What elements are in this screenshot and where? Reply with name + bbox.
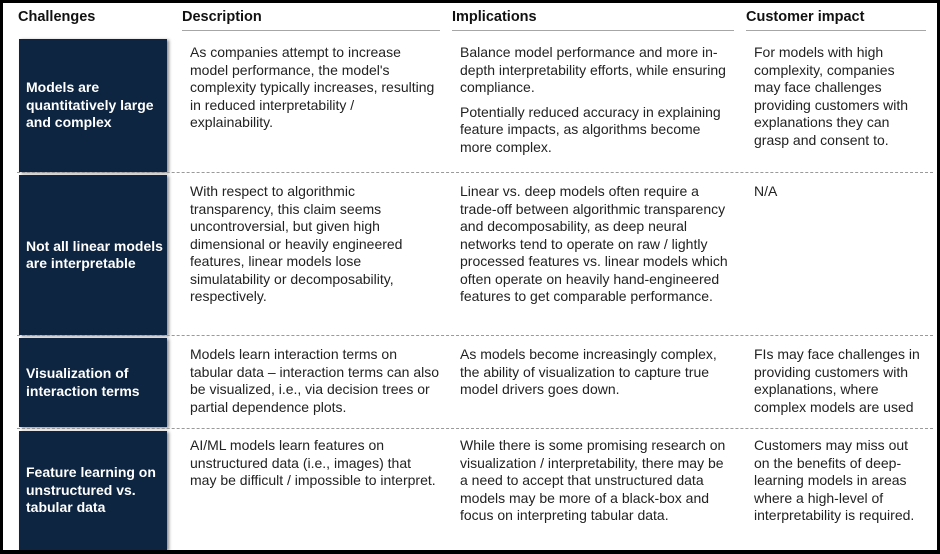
customer-impact-text: For models with high complexity, companies may face challenges providing customers with explanations they can grasp and consent to. — [754, 44, 909, 148]
challenge-label: Visualization of interaction terms — [26, 365, 140, 399]
implications-text: While there is some promising research on visualization / interpretability, there may be a need to accept that unstructured data models may be more of a black-box and focus on interpreting tabular data. — [460, 437, 726, 523]
customer-impact-text: Customers may miss out on the benefits of deep-learning models in areas where a high-level of interpretability is required. — [754, 437, 915, 523]
implications-cell — [460, 346, 732, 406]
challenge-box — [19, 175, 167, 335]
header-description-label: Description — [182, 9, 262, 25]
implications-text: Linear vs. deep models often require a trade-off between algorithmic transparency and decomposability, as deep neural networks tend to operate on raw / lightly processed features vs. linear models which often operate on heavily hand-engineered features to get comparable performance. — [460, 183, 728, 304]
implications-cell — [460, 437, 732, 532]
customer-impact-cell — [754, 183, 924, 208]
challenge-label: Not all linear models are interpretable — [26, 237, 163, 271]
description-text: AI/ML models learn features on unstructured data (i.e., images) that may be difficult / impossible to interpret. — [190, 437, 436, 488]
row-separator — [17, 335, 933, 336]
header-underline — [452, 30, 734, 31]
header-customer-impact-label: Customer impact — [746, 9, 865, 25]
header-description — [182, 9, 440, 33]
challenge-box — [19, 338, 167, 427]
challenge-box — [19, 39, 167, 172]
customer-impact-cell — [754, 437, 924, 532]
challenges-table — [3, 3, 937, 550]
description-cell — [190, 44, 440, 139]
customer-impact-text: N/A — [754, 183, 778, 199]
description-cell — [190, 183, 440, 313]
implications-text: Balance model performance and more in-depth interpretability efforts, while ensuring compliance. — [460, 44, 726, 95]
header-challenges — [18, 9, 166, 33]
description-cell — [190, 437, 440, 497]
description-text: Models learn interaction terms on tabular data – interaction terms can also be visualized, i.e., via decision trees or partial dependence plots. — [190, 346, 440, 415]
implications-text: Potentially reduced accuracy in explaining feature impacts, as algorithms become more complex. — [460, 103, 721, 155]
description-text: As companies attempt to increase model performance, the model's complexity typically increases, resulting in reduced interpretability / explainability. — [190, 44, 435, 130]
row-separator — [17, 428, 933, 429]
header-implications — [452, 9, 734, 33]
description-text: With respect to algorithmic transparency, this claim seems uncontroversial, but given high dimensional or heavily engineered features, linear models lose simulatability or decomposability, respectively. — [190, 183, 403, 304]
customer-impact-cell — [754, 44, 924, 156]
challenge-box — [19, 431, 167, 550]
row-separator — [17, 172, 933, 173]
challenge-label: Models are quantitatively large and complex — [26, 79, 154, 131]
header-underline — [746, 30, 926, 31]
customer-impact-text: FIs may face challenges in providing customers with explanations, where complex models are used — [754, 346, 920, 415]
implications-cell — [460, 183, 732, 313]
customer-impact-cell — [754, 346, 926, 423]
implications-text: As models become increasingly complex, the ability of visualization to capture true model drivers goes down. — [460, 346, 717, 397]
description-cell — [190, 346, 440, 423]
header-customer-impact — [746, 9, 926, 33]
challenge-label: Feature learning on unstructured vs. tabular data — [26, 464, 156, 516]
header-challenges-label: Challenges — [18, 9, 96, 25]
header-underline — [182, 30, 440, 31]
header-implications-label: Implications — [452, 9, 537, 25]
implications-cell — [460, 44, 732, 163]
